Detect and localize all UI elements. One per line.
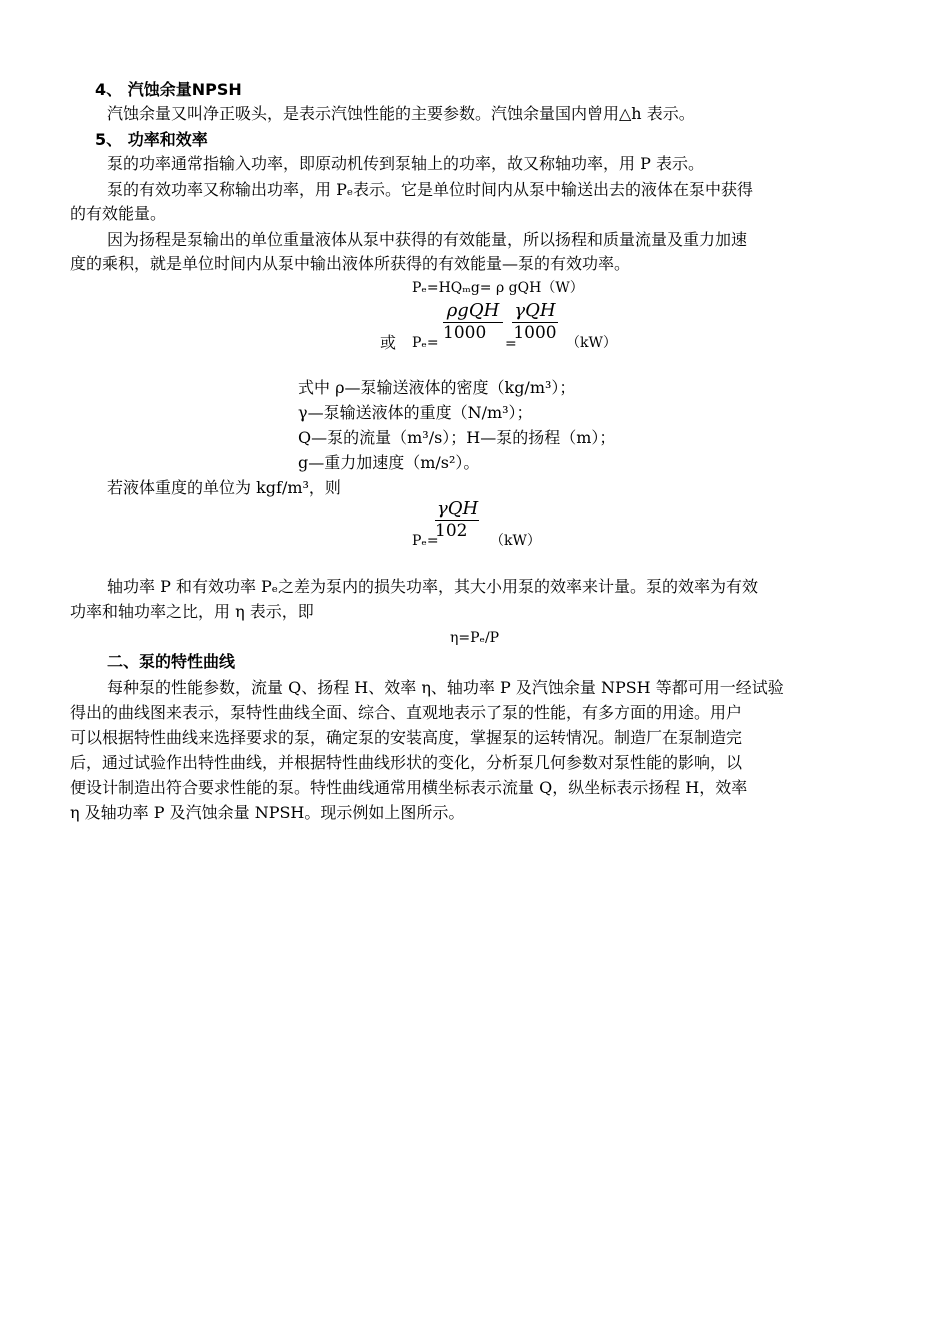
- efficiency-paragraph-line-1: 轴功率 P 和有效功率 Pₑ之差为泵内的损失功率，其大小用泵的效率来计量。泵的效率为有效: [107, 577, 758, 596]
- formula-or-label: 或: [380, 333, 397, 352]
- formula-efficiency: η=Pₑ/P: [450, 630, 500, 646]
- curves-paragraph-line-6: η 及轴功率 P 及汽蚀余量 NPSH。现示例如上图所示。: [70, 803, 465, 822]
- formula-lhs: Pₑ=: [412, 335, 439, 351]
- where-rho: 式中 ρ—泵输送液体的密度（kg/m³）；: [298, 378, 576, 397]
- where-g: g—重力加速度（m/s²）。: [298, 453, 480, 472]
- fraction-denominator: 1000: [443, 323, 487, 343]
- effective-power-line-1: 泵的有效功率又称输出功率，用 Pₑ表示。它是单位时间内从泵中输送出去的液体在泵中获得: [107, 180, 754, 199]
- fraction-gamma-q-h: [512, 300, 558, 343]
- section-4-heading: 4、 汽蚀余量NPSH: [95, 80, 242, 99]
- head-explanation-line-2: 度的乘积，就是单位时间内从泵中输出液体所获得的有效能量—泵的有效功率。: [70, 254, 631, 273]
- formula-unit: （kW）: [490, 533, 541, 549]
- section-5-heading: 5、 功率和效率: [95, 130, 208, 149]
- curves-paragraph-line-2: 得出的曲线图来表示，泵特性曲线全面、综合、直观地表示了泵的性能，有多方面的用途。用户: [70, 703, 743, 722]
- kgf-unit-paragraph: 若液体重度的单位为 kgf/m³，则: [107, 478, 341, 497]
- formula-unit: （kW）: [566, 335, 617, 351]
- formula-lhs: Pₑ=: [412, 533, 439, 549]
- where-gamma: γ—泵输送液体的重度（N/m³）；: [298, 403, 533, 422]
- head-explanation-line-1: 因为扬程是泵输出的单位重量液体从泵中获得的有效能量，所以扬程和质量流量及重力加速: [107, 230, 748, 249]
- curves-paragraph-line-5: 便设计制造出符合要求性能的泵。特性曲线通常用横坐标表示流量 Q，纵坐标表示扬程 H，效率: [70, 778, 748, 797]
- fraction-numerator: γQH: [437, 498, 479, 519]
- fraction-gamma-q-h-102: [435, 498, 479, 541]
- curves-paragraph-line-3: 可以根据特性曲线来选择要求的泵，确定泵的安装高度，掌握泵的运转情况。制造厂在泵制造完: [70, 728, 743, 747]
- curves-paragraph-line-4: 后，通过试验作出特性曲线，并根据特性曲线形状的变化，分析泵几何参数对泵性能的影响，以: [70, 753, 743, 772]
- fraction-rho-g-q-h: [443, 300, 503, 343]
- fraction-numerator: γQH: [514, 300, 556, 321]
- where-q-h: Q—泵的流量（m³/s）；H—泵的扬程（m）；: [298, 428, 616, 447]
- fraction-denominator: 102: [435, 521, 468, 541]
- formula-effective-power-w: Pₑ=HQₘg= ρ gQH（W）: [412, 280, 584, 296]
- curves-paragraph-line-1: 每种泵的性能参数，流量 Q、扬程 H、效率 η、轴功率 P 及汽蚀余量 NPSH 等都可用一经试验: [107, 678, 784, 697]
- fraction-numerator: ρgQH: [446, 300, 500, 321]
- formula-equals: =: [505, 336, 517, 352]
- power-definition-paragraph: 泵的功率通常指输入功率，即原动机传到泵轴上的功率，故又称轴功率，用 P 表示。: [107, 154, 704, 173]
- effective-power-line-2: 的有效能量。: [70, 204, 167, 223]
- fraction-denominator: 1000: [513, 323, 557, 343]
- section-characteristic-curves-heading: 二、泵的特性曲线: [107, 652, 236, 671]
- section-4-paragraph: 汽蚀余量又叫净正吸头，是表示汽蚀性能的主要参数。汽蚀余量国内曾用△h 表示。: [107, 104, 695, 123]
- efficiency-paragraph-line-2: 功率和轴功率之比，用 η 表示，即: [70, 602, 314, 621]
